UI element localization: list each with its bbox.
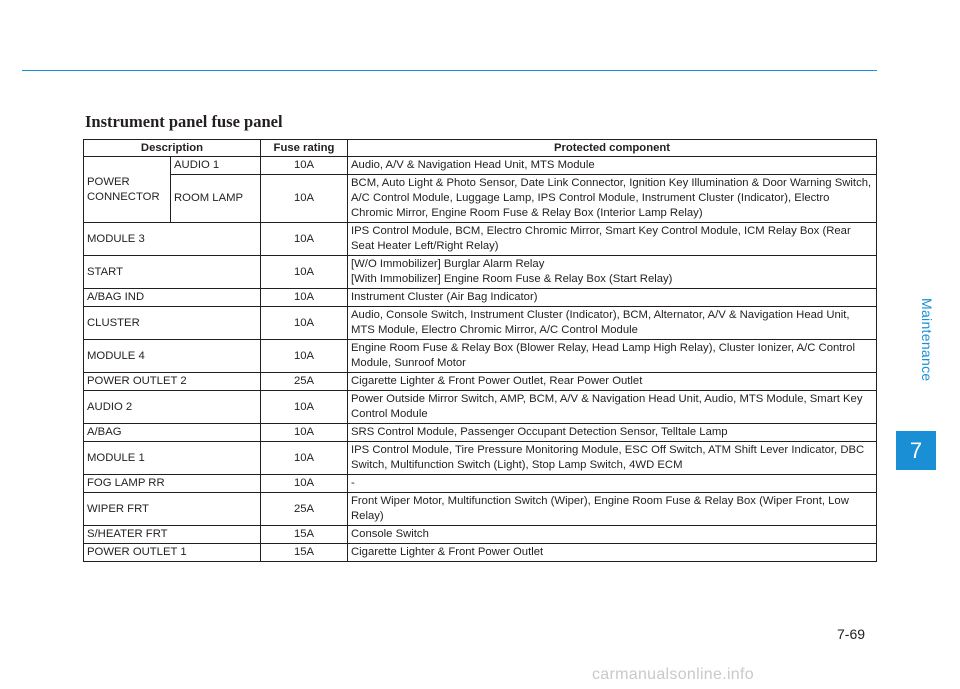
fuse-name: MODULE 4 (84, 340, 261, 373)
table-row (84, 289, 877, 307)
protected-component: BCM, Auto Light & Photo Sensor, Date Link Connector, Ignition Key Illumination & Door Warning Switch, A/C Control Module, Luggage Lamp, IPS Control Module, Instrument Cluster (Indicator), Electro Chromic Mirror, Engine Room Fuse & Relay Box (Interior Lamp Relay) (348, 175, 877, 223)
table-row (84, 157, 877, 175)
protected-component: Power Outside Mirror Switch, AMP, BCM, A/V & Navigation Head Unit, Audio, MTS Module, Smart Key Control Module (348, 391, 877, 424)
protected-component: IPS Control Module, Tire Pressure Monitoring Module, ESC Off Switch, ATM Shift Lever Indicator, DBC Switch, Multifunction Switch (Light), Stop Lamp Switch, 4WD ECM (348, 442, 877, 475)
fuse-name: FOG LAMP RR (84, 475, 261, 493)
fuse-rating: 10A (261, 223, 348, 256)
chapter-number-tab[interactable]: 7 (896, 431, 936, 470)
table-row (84, 424, 877, 442)
table-row (84, 442, 877, 475)
fuse-rating: 10A (261, 307, 348, 340)
fuse-name: A/BAG (84, 424, 261, 442)
fuse-name: A/BAG IND (84, 289, 261, 307)
fuse-rating: 10A (261, 424, 348, 442)
table-row (84, 256, 877, 289)
component-line: [W/O Immobilizer] Burglar Alarm Relay (351, 258, 545, 270)
group-label: POWER CONNECTOR (84, 157, 171, 223)
protected-component: SRS Control Module, Passenger Occupant Detection Sensor, Telltale Lamp (348, 424, 877, 442)
top-divider (22, 70, 877, 71)
fuse-rating: 10A (261, 157, 348, 175)
fuse-name: S/HEATER FRT (84, 526, 261, 544)
watermark-text: carmanualsonline.info (592, 666, 754, 683)
protected-component: Console Switch (348, 526, 877, 544)
fuse-rating: 10A (261, 340, 348, 373)
component-line: [With Immobilizer] Engine Room Fuse & Relay Box (Start Relay) (351, 273, 673, 285)
fuse-rating: 10A (261, 442, 348, 475)
table-row (84, 307, 877, 340)
table-row (84, 475, 877, 493)
protected-component (348, 256, 877, 289)
protected-component: Cigarette Lighter & Front Power Outlet, Rear Power Outlet (348, 373, 877, 391)
fuse-rating: 15A (261, 526, 348, 544)
section-title: Instrument panel fuse panel (85, 112, 283, 131)
header-fuse-rating: Fuse rating (261, 140, 348, 157)
table-row (84, 373, 877, 391)
fuse-name: AUDIO 1 (171, 157, 261, 175)
table-row (84, 544, 877, 562)
table-row (84, 223, 877, 256)
fuse-name: MODULE 1 (84, 442, 261, 475)
protected-component: Front Wiper Motor, Multifunction Switch (Wiper), Engine Room Fuse & Relay Box (Wiper Front, Low Relay) (348, 493, 877, 526)
protected-component: Audio, Console Switch, Instrument Cluster (Indicator), BCM, Alternator, A/V & Navigation Head Unit, MTS Module, Electro Chromic Mirror, A/C Control Module (348, 307, 877, 340)
table-header-row (84, 140, 877, 157)
table-row (84, 391, 877, 424)
table-row (84, 175, 877, 223)
fuse-rating: 10A (261, 289, 348, 307)
page-number: 7-69 (837, 626, 866, 642)
fuse-name: START (84, 256, 261, 289)
fuse-name: CLUSTER (84, 307, 261, 340)
fuse-table (83, 139, 877, 562)
header-protected-component: Protected component (348, 140, 877, 157)
chapter-label: Maintenance (919, 298, 935, 382)
fuse-name: MODULE 3 (84, 223, 261, 256)
fuse-rating: 10A (261, 256, 348, 289)
table-row (84, 340, 877, 373)
fuse-name: AUDIO 2 (84, 391, 261, 424)
fuse-name: POWER OUTLET 2 (84, 373, 261, 391)
protected-component: Audio, A/V & Navigation Head Unit, MTS Module (348, 157, 877, 175)
fuse-name: POWER OUTLET 1 (84, 544, 261, 562)
fuse-rating: 15A (261, 544, 348, 562)
fuse-rating: 25A (261, 373, 348, 391)
fuse-rating: 25A (261, 493, 348, 526)
fuse-name: ROOM LAMP (171, 175, 261, 223)
protected-component: Cigarette Lighter & Front Power Outlet (348, 544, 877, 562)
table-row (84, 526, 877, 544)
header-description: Description (84, 140, 261, 157)
fuse-name: WIPER FRT (84, 493, 261, 526)
protected-component: - (348, 475, 877, 493)
table-row (84, 493, 877, 526)
fuse-rating: 10A (261, 475, 348, 493)
fuse-rating: 10A (261, 391, 348, 424)
protected-component: IPS Control Module, BCM, Electro Chromic Mirror, Smart Key Control Module, ICM Relay Box (Rear Seat Heater Left/Right Relay) (348, 223, 877, 256)
protected-component: Engine Room Fuse & Relay Box (Blower Relay, Head Lamp High Relay), Cluster Ionizer, A/C Control Module, Sunroof Motor (348, 340, 877, 373)
protected-component: Instrument Cluster (Air Bag Indicator) (348, 289, 877, 307)
fuse-rating: 10A (261, 175, 348, 223)
